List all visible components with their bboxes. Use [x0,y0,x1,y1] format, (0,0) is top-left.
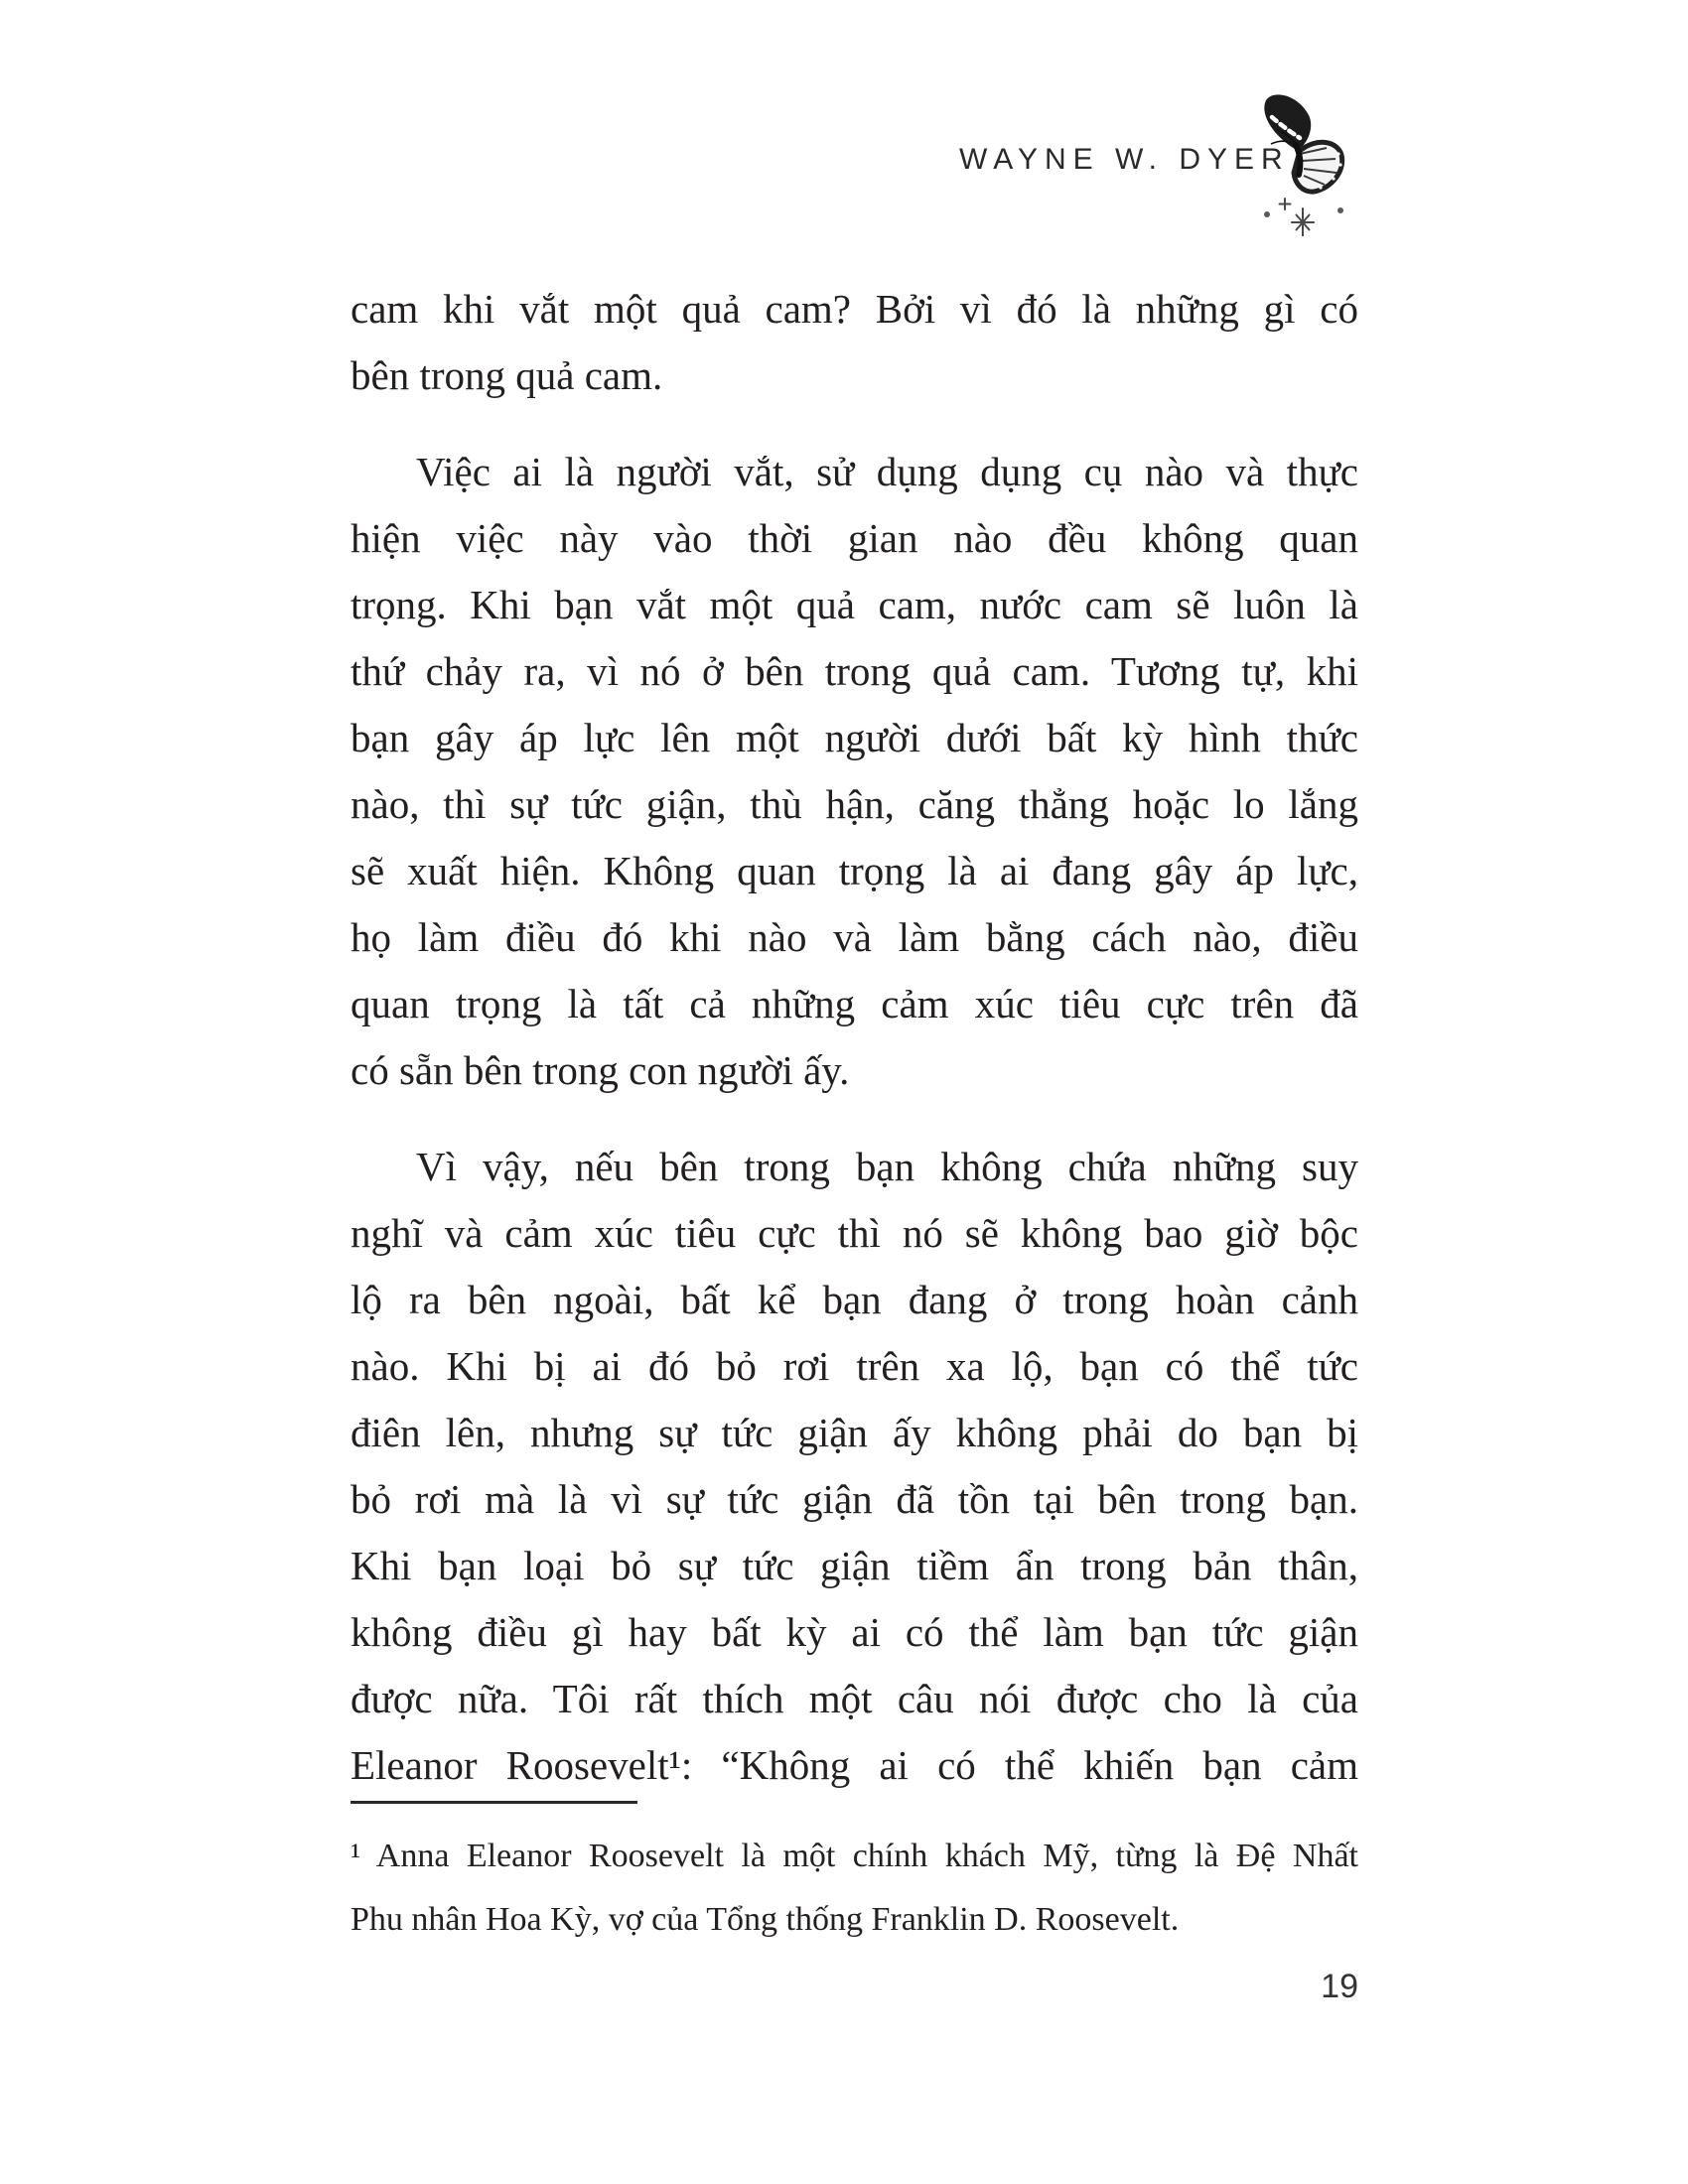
body-text-line: có sẵn bên trong con người ấy. [351,1047,850,1093]
page-number: 19 [1321,1968,1358,2005]
running-head-author: WAYNE W. DYER [959,143,1290,176]
body-text-line: thứ chảy ra, vì nó ở bên trong quả cam. Tương tự, khi [351,648,1358,694]
footnote [351,1825,1358,1952]
body-text-line: hiện việc này vào thời gian nào đều không quan [351,515,1358,561]
body-text-line: cam khi vắt một quả cam? Bởi vì đó là những gì có [351,286,1358,332]
body-text-line: bạn gây áp lực lên một người dưới bất kỳ hình thức [351,715,1358,760]
paragraph [351,276,1358,409]
body-text-line: Eleanor Roosevelt¹: “Không ai có thể khiến bạn cảm [351,1742,1358,1788]
body-text-line: sẽ xuất hiện. Không quan trọng là ai đang gây áp lực, [351,848,1358,893]
butterfly-icon [1251,87,1350,236]
paragraph [351,439,1358,1104]
body-text-line: quan trọng là tất cả những cảm xúc tiêu cực trên đã [351,981,1358,1026]
body-text-line: bỏ rơi mà là vì sự tức giận đã tồn tại bên trong bạn. [351,1476,1358,1522]
body-text-line: không điều gì hay bất kỳ ai có thể làm bạn tức giận [351,1609,1358,1655]
body-text-line: Khi bạn loại bỏ sự tức giận tiềm ẩn trong bản thân, [351,1543,1358,1588]
body-text-line: được nữa. Tôi rất thích một câu nói được cho là của [351,1676,1358,1721]
body-text-line: nào. Khi bị ai đó bỏ rơi trên xa lộ, bạn có thể tức [351,1343,1358,1389]
body-text-line: bên trong quả cam. [351,352,663,398]
body-text-line: lộ ra bên ngoài, bất kể bạn đang ở trong hoàn cảnh [351,1277,1358,1322]
body-text-line: trọng. Khi bạn vắt một quả cam, nước cam sẽ luôn là [351,582,1358,627]
footnote-separator [351,1801,637,1804]
paragraph [351,1134,1358,1799]
body-text-line: Việc ai là người vắt, sử dụng dụng cụ nào và thực [416,449,1358,494]
sparkles-icon [1280,199,1315,236]
footnote-line: Phu nhân Hoa Kỳ, vợ của Tổng thống Franklin D. Roosevelt. [351,1901,1180,1938]
body-text [351,276,1358,1799]
body-text-line: điên lên, nhưng sự tức giận ấy không phải do bạn bị [351,1410,1358,1455]
body-text-line: họ làm điều đó khi nào và làm bằng cách nào, điều [351,914,1358,960]
body-text-line: nào, thì sự tức giận, thù hận, căng thẳng hoặc lo lắng [351,781,1358,827]
body-text-line: Vì vậy, nếu bên trong bạn không chứa những suy [416,1144,1358,1189]
footnote-line: ¹ Anna Eleanor Roosevelt là một chính khách Mỹ, từng là Đệ Nhất [351,1838,1358,1874]
body-text-line: nghĩ và cảm xúc tiêu cực thì nó sẽ không bao giờ bộc [351,1210,1358,1256]
